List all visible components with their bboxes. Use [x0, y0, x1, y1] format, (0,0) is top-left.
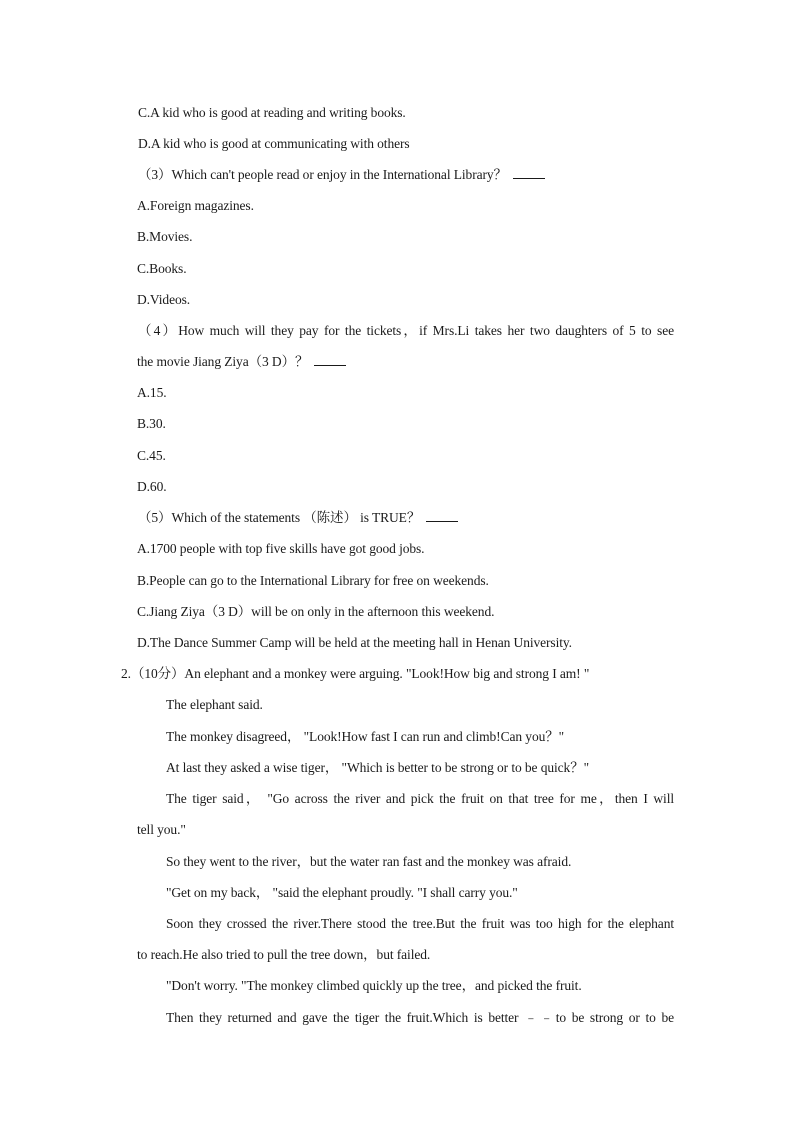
q1-sub5-option-a: A.1700 people with top five skills have got good jobs.: [137, 541, 425, 556]
q1-sub4-option-c: C.45.: [137, 448, 166, 463]
q2-paragraph: "Don't worry. "The monkey climbed quickly up the tree，and picked the fruit.: [166, 978, 582, 993]
q2-number: 2.: [121, 666, 131, 681]
q1-sub3-option-b: B.Movies.: [137, 229, 193, 244]
answer-blank: [513, 166, 545, 179]
q1-sub5-question-text: （5）Which of the statements （陈述） is TRUE？: [138, 510, 421, 525]
q2-paragraph-continued: tell you.": [137, 822, 186, 837]
q1-sub4-question-line2-text: the movie Jiang Ziya（3 D）？: [137, 354, 309, 369]
q1-sub5-question: [138, 509, 458, 527]
q1-sub5-option-d: D.The Dance Summer Camp will be held at the meeting hall in Henan University.: [137, 635, 572, 650]
q2-header: [121, 665, 589, 683]
q2-paragraph: "Get on my back， "said the elephant proudly. "I shall carry you.": [166, 885, 518, 900]
q2-header-text: （10分）An elephant and a monkey were arguing. "Look!How big and strong I am! ": [130, 666, 590, 681]
q1-sub3-option-a: A.Foreign magazines.: [137, 198, 254, 213]
q1-sub4-option-b: B.30.: [137, 416, 166, 431]
q2-paragraph: Then they returned and gave the tiger the fruit.Which is better ﹣﹣to be strong or to be: [166, 1010, 674, 1025]
q1-option-c-sub2: C.A kid who is good at reading and writing books.: [138, 105, 406, 120]
q1-sub3-option-d: D.Videos.: [137, 292, 191, 307]
q1-sub4-question-line2: [137, 353, 346, 371]
answer-blank: [426, 509, 458, 522]
q1-sub4-option-d: D.60.: [137, 479, 167, 494]
q2-paragraph: At last they asked a wise tiger， "Which is better to be strong or to be quick？": [166, 760, 590, 775]
q1-sub3-question: [138, 166, 545, 184]
q2-paragraph-continued: to reach.He also tried to pull the tree down，but failed.: [137, 947, 431, 962]
q1-sub4-option-a: A.15.: [137, 385, 167, 400]
q1-sub3-option-c: C.Books.: [137, 261, 187, 276]
q2-paragraph: The tiger said， "Go across the river and pick the fruit on that tree for me，then I will: [166, 791, 674, 806]
q2-paragraph: So they went to the river，but the water ran fast and the monkey was afraid.: [166, 854, 572, 869]
answer-blank: [314, 353, 346, 366]
q1-sub4-question-line1: （4）How much will they pay for the tickets，if Mrs.Li takes her two daughters of 5 to see: [138, 323, 674, 338]
q1-sub3-question-text: （3）Which can't people read or enjoy in the International Library？: [138, 167, 507, 182]
q2-paragraph: The elephant said.: [166, 697, 263, 712]
q1-option-d-sub2: D.A kid who is good at communicating with others: [138, 136, 410, 151]
q1-sub5-option-b: B.People can go to the International Library for free on weekends.: [137, 573, 489, 588]
q2-paragraph: Soon they crossed the river.There stood the tree.But the fruit was too high for the elephant: [166, 916, 674, 931]
q1-sub5-option-c: C.Jiang Ziya（3 D）will be on only in the afternoon this weekend.: [137, 604, 495, 619]
q2-paragraph: The monkey disagreed， "Look!How fast I can run and climb!Can you？": [166, 729, 565, 744]
